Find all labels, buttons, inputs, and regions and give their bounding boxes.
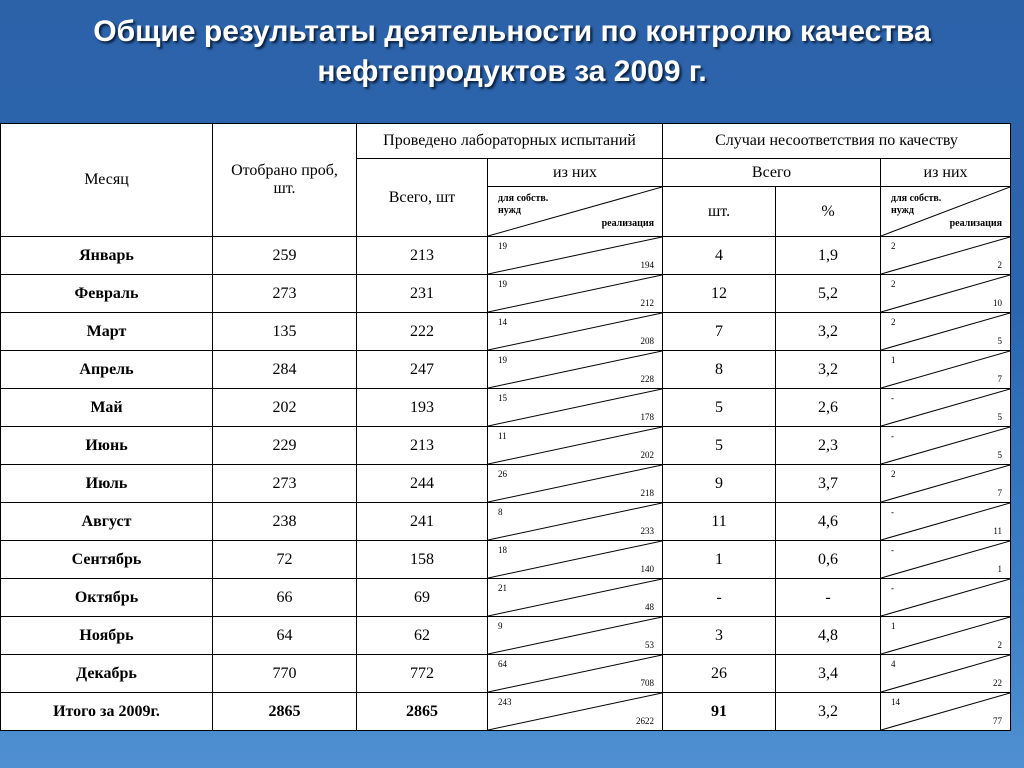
diagonal-divider (881, 313, 1010, 350)
own-needs-value: 14 (891, 697, 901, 707)
header-nonconformity: Случаи несоответствия по качеству (663, 124, 1011, 159)
nonconf-pct-cell: 1,9 (776, 237, 881, 275)
nonconf-pct-cell: 3,2 (776, 351, 881, 389)
lab-total-cell: 213 (357, 427, 488, 465)
nonconf-pct-cell: 2,3 (776, 427, 881, 465)
samples-cell: 72 (213, 541, 357, 579)
month-cell: Февраль (1, 275, 213, 313)
nonconf-pct-cell: 4,6 (776, 503, 881, 541)
sale-value: 7 (997, 374, 1003, 384)
lab-total-cell: 69 (357, 579, 488, 617)
own-needs-value: - (891, 545, 895, 555)
lab-split-cell (488, 237, 663, 275)
samples-cell: 2865 (213, 693, 357, 731)
own-needs-value: 2 (891, 317, 896, 327)
sale-value: 1 (997, 564, 1003, 574)
nonconf-pct-cell: 3,2 (776, 693, 881, 731)
month-cell: Итого за 2009г. (1, 693, 213, 731)
sale-value: 708 (640, 678, 655, 688)
own-needs-value: 1 (891, 621, 896, 631)
lab-split-cell (488, 655, 663, 693)
own-needs-value: 14 (498, 317, 507, 327)
header-lab-total: Всего, шт (357, 159, 488, 237)
month-cell: Январь (1, 237, 213, 275)
lab-total-cell: 158 (357, 541, 488, 579)
sale-value: 140 (640, 564, 655, 574)
month-cell: Август (1, 503, 213, 541)
nonconf-split-cell (881, 541, 1011, 579)
sale-value: 208 (640, 336, 655, 346)
nonconf-pcs-cell: - (663, 579, 776, 617)
own-needs-value: - (891, 431, 895, 441)
month-cell: Май (1, 389, 213, 427)
sale-value: 233 (640, 526, 655, 536)
nonconf-pcs-cell: 11 (663, 503, 776, 541)
header-own-needs-2: для собств. нужд (891, 193, 942, 216)
table-row (1, 541, 1011, 579)
nonconf-pcs-cell: 5 (663, 389, 776, 427)
sale-value: 10 (993, 298, 1003, 308)
header-sale-2: реализация (949, 218, 1003, 229)
samples-cell: 770 (213, 655, 357, 693)
table-row (1, 351, 1011, 389)
nonconf-split-cell (881, 313, 1011, 351)
sale-value: 77 (993, 716, 1003, 726)
nonconf-split-cell (881, 503, 1011, 541)
nonconf-pcs-cell: 9 (663, 465, 776, 503)
header-pct: % (776, 187, 881, 237)
month-cell: Июль (1, 465, 213, 503)
sale-value: 2 (997, 260, 1003, 270)
samples-cell: 135 (213, 313, 357, 351)
lab-total-cell: 772 (357, 655, 488, 693)
sale-value: 7 (997, 488, 1003, 498)
samples-cell: 202 (213, 389, 357, 427)
table-row (1, 237, 1011, 275)
samples-cell: 64 (213, 617, 357, 655)
nonconf-pcs-cell: 7 (663, 313, 776, 351)
lab-split-cell (488, 275, 663, 313)
lab-total-cell: 213 (357, 237, 488, 275)
sale-value: 194 (640, 260, 655, 270)
sale-value: 11 (993, 526, 1003, 536)
header-row-1 (1, 124, 1011, 159)
lab-split-cell (488, 351, 663, 389)
nonconf-pcs-cell: 3 (663, 617, 776, 655)
nonconf-pcs-cell: 26 (663, 655, 776, 693)
table-row (1, 313, 1011, 351)
diagonal-divider (488, 655, 662, 692)
nonconf-pct-cell: 0,6 (776, 541, 881, 579)
lab-split-cell (488, 617, 663, 655)
nonconf-pct-cell: 3,4 (776, 655, 881, 693)
diagonal-divider (881, 503, 1010, 540)
nonconf-pcs-cell: 8 (663, 351, 776, 389)
month-cell: Март (1, 313, 213, 351)
nonconf-pcs-cell: 91 (663, 693, 776, 731)
diagonal-divider (488, 465, 662, 502)
header-lab-split (488, 187, 663, 237)
own-needs-value: 21 (498, 583, 507, 593)
header-pcs: шт. (663, 187, 776, 237)
month-cell: Апрель (1, 351, 213, 389)
sale-value: 5 (997, 450, 1003, 460)
nonconf-split-cell (881, 351, 1011, 389)
own-needs-value: 19 (498, 241, 507, 251)
diagonal-divider (488, 313, 662, 350)
own-needs-value: 26 (498, 469, 507, 479)
nonconf-split-cell (881, 579, 1011, 617)
header-month: Месяц (1, 124, 213, 237)
own-needs-value: 8 (498, 507, 503, 517)
nonconf-pct-cell: 3,7 (776, 465, 881, 503)
lab-total-cell: 247 (357, 351, 488, 389)
month-cell: Декабрь (1, 655, 213, 693)
sale-value: 5 (997, 412, 1003, 422)
results-table (0, 123, 1011, 731)
own-needs-value: 243 (498, 697, 512, 707)
nonconf-pcs-cell: 4 (663, 237, 776, 275)
lab-total-cell: 193 (357, 389, 488, 427)
page-title (0, 12, 1024, 92)
diagonal-divider (488, 275, 662, 312)
month-cell: Июнь (1, 427, 213, 465)
diagonal-divider (881, 465, 1010, 502)
own-needs-value: - (891, 583, 895, 593)
diagonal-divider (881, 237, 1010, 274)
diagonal-divider (881, 655, 1010, 692)
month-cell: Сентябрь (1, 541, 213, 579)
diagonal-divider (881, 617, 1010, 654)
diagonal-divider (881, 427, 1010, 464)
diagonal-divider (881, 389, 1010, 426)
sale-value: 202 (640, 450, 655, 460)
samples-cell: 284 (213, 351, 357, 389)
lab-split-cell (488, 465, 663, 503)
own-needs-value: - (891, 393, 895, 403)
diagonal-divider (881, 541, 1010, 578)
lab-total-cell: 231 (357, 275, 488, 313)
header-nonconf-total: Всего (663, 159, 881, 187)
nonconf-pct-cell: 4,8 (776, 617, 881, 655)
table-row (1, 427, 1011, 465)
own-needs-value: 4 (891, 659, 896, 669)
diagonal-divider (881, 693, 1010, 730)
nonconf-split-cell (881, 237, 1011, 275)
diagonal-divider (881, 275, 1010, 312)
title-line-1: Общие результаты деятельности по контролю качества (93, 15, 931, 48)
header-own-needs: для собств. нужд (498, 193, 549, 216)
own-needs-value: 64 (498, 659, 507, 669)
lab-split-cell (488, 503, 663, 541)
diagonal-divider (488, 579, 662, 616)
samples-cell: 238 (213, 503, 357, 541)
table-row (1, 503, 1011, 541)
title-line-2: нефтепродуктов за 2009 г. (317, 55, 707, 88)
nonconf-split-cell (881, 389, 1011, 427)
nonconf-split-cell (881, 617, 1011, 655)
sale-value: 2 (997, 640, 1003, 650)
header-sale: реализация (601, 218, 655, 229)
nonconf-pcs-cell: 12 (663, 275, 776, 313)
diagonal-divider (881, 579, 1010, 616)
header-samples: Отобрано проб, шт. (213, 124, 357, 237)
diagonal-divider (881, 351, 1010, 388)
lab-split-cell (488, 579, 663, 617)
sale-value: 48 (645, 602, 655, 612)
sale-value: 218 (640, 488, 655, 498)
samples-cell: 273 (213, 275, 357, 313)
own-needs-value: 15 (498, 393, 507, 403)
lab-total-cell: 241 (357, 503, 488, 541)
diagonal-divider (488, 237, 662, 274)
nonconf-pct-cell: 2,6 (776, 389, 881, 427)
total-row (1, 693, 1011, 731)
header-nonconf-of-them: из них (881, 159, 1011, 187)
own-needs-value: 2 (891, 241, 896, 251)
samples-cell: 66 (213, 579, 357, 617)
lab-total-cell: 2865 (357, 693, 488, 731)
month-cell: Октябрь (1, 579, 213, 617)
sale-value: 5 (997, 336, 1003, 346)
own-needs-value: 18 (498, 545, 507, 555)
samples-cell: 273 (213, 465, 357, 503)
lab-total-cell: 62 (357, 617, 488, 655)
lab-split-cell (488, 541, 663, 579)
diagonal-divider (488, 503, 662, 540)
nonconf-split-cell (881, 465, 1011, 503)
nonconf-pct-cell: 5,2 (776, 275, 881, 313)
sale-value: 178 (640, 412, 655, 422)
table-row (1, 579, 1011, 617)
nonconf-pcs-cell: 5 (663, 427, 776, 465)
nonconf-split-cell (881, 275, 1011, 313)
samples-cell: 259 (213, 237, 357, 275)
header-nonconf-split (881, 187, 1011, 237)
nonconf-pcs-cell: 1 (663, 541, 776, 579)
sale-value: 2622 (636, 716, 655, 726)
own-needs-value: 11 (498, 431, 507, 441)
lab-split-cell (488, 693, 663, 731)
sale-value: 53 (645, 640, 655, 650)
lab-total-cell: 244 (357, 465, 488, 503)
lab-split-cell (488, 389, 663, 427)
own-needs-value: 1 (891, 355, 896, 365)
nonconf-split-cell (881, 693, 1011, 731)
own-needs-value: - (891, 507, 895, 517)
nonconf-split-cell (881, 655, 1011, 693)
table-row (1, 389, 1011, 427)
lab-total-cell: 222 (357, 313, 488, 351)
sale-value: 228 (640, 374, 655, 384)
sale-value: 212 (640, 298, 655, 308)
header-lab-of-them: из них (488, 159, 663, 187)
month-cell: Ноябрь (1, 617, 213, 655)
nonconf-pct-cell: - (776, 579, 881, 617)
own-needs-value: 2 (891, 279, 896, 289)
table-row (1, 465, 1011, 503)
lab-split-cell (488, 427, 663, 465)
sale-value: 22 (993, 678, 1003, 688)
own-needs-value: 2 (891, 469, 896, 479)
table-row (1, 275, 1011, 313)
diagonal-divider (488, 389, 662, 426)
diagonal-divider (488, 541, 662, 578)
nonconf-pct-cell: 3,2 (776, 313, 881, 351)
samples-cell: 229 (213, 427, 357, 465)
nonconf-split-cell (881, 427, 1011, 465)
lab-split-cell (488, 313, 663, 351)
table-row (1, 617, 1011, 655)
diagonal-divider (488, 351, 662, 388)
own-needs-value: 19 (498, 355, 507, 365)
own-needs-value: 19 (498, 279, 507, 289)
diagonal-divider (488, 617, 662, 654)
table-row (1, 655, 1011, 693)
header-lab-tests: Проведено лабораторных испытаний (357, 124, 663, 159)
own-needs-value: 9 (498, 621, 503, 631)
diagonal-divider (488, 427, 662, 464)
